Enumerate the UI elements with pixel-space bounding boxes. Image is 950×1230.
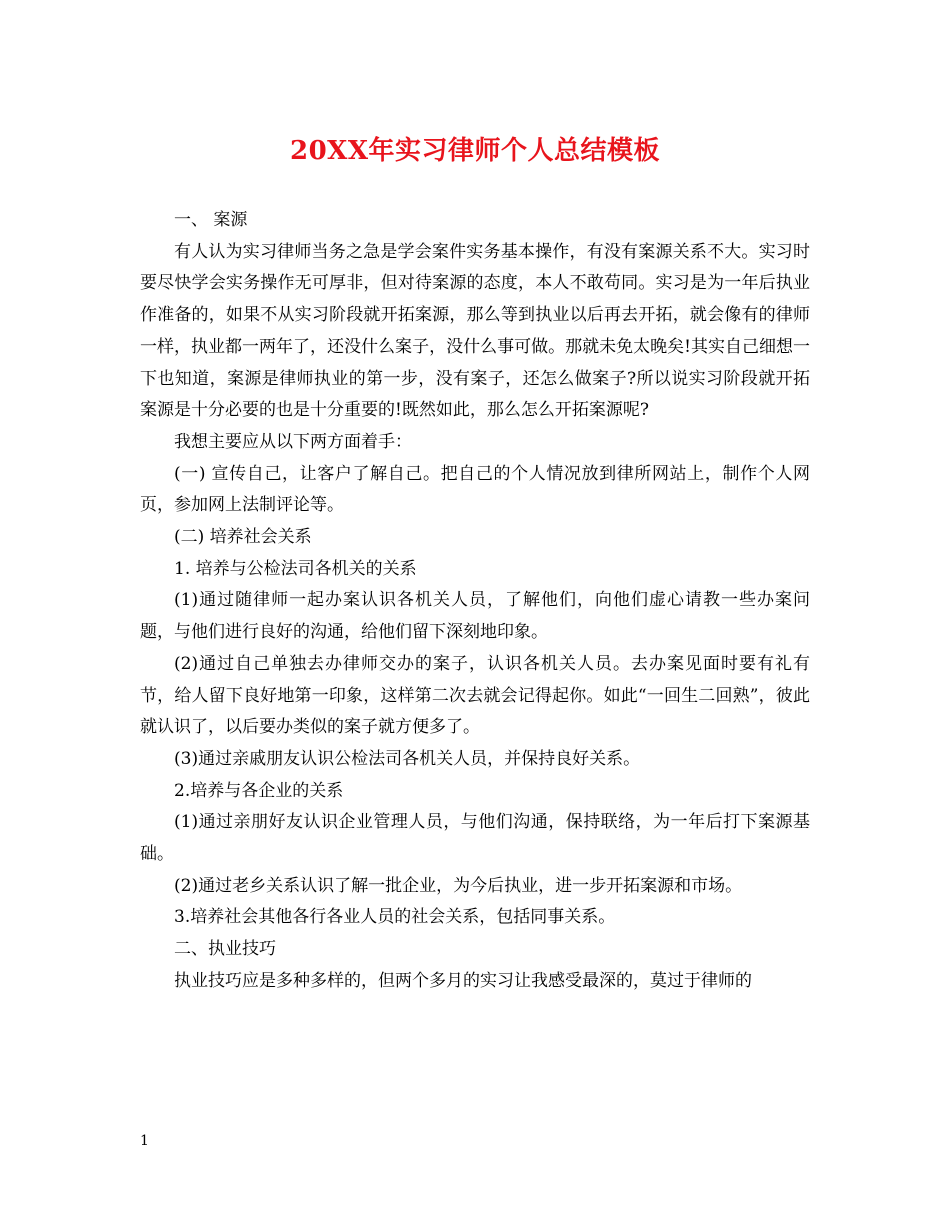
- paragraph: (一) 宣传自己，让客户了解自己。把自己的个人情况放到律所网站上，制作个人网页，参加网上法制评论等。: [140, 463, 810, 516]
- paragraph: 我想主要应从以下两方面着手：: [174, 431, 412, 452]
- paragraph: (2)通过老乡关系认识了解一批企业，为今后执业，进一步开拓案源和市场。: [174, 875, 743, 896]
- document-body: [140, 205, 810, 998]
- paragraph-heading-practice-skills: 二、执业技巧: [174, 939, 276, 960]
- paragraph: (3)通过亲戚朋友认识公检法司各机关人员，并保持良好关系。: [174, 748, 641, 769]
- paragraph: (1)通过亲朋好友认识企业管理人员，与他们沟通，保持联络，为一年后打下案源基础。: [140, 812, 810, 865]
- paragraph: (2)通过自己单独去办律师交办的案子，认识各机关人员。去办案见面时要有礼有节，给人留下良好地第一印象，这样第二次去就会记得起你。如此“一回生二回熟”，彼此就认识了，以后要办类似的案子就方便多了。: [140, 653, 810, 738]
- paragraph: (二) 培养社会关系: [174, 527, 312, 548]
- paragraph: (1)通过随律师一起办案认识各机关人员，了解他们，向他们虚心请教一些办案问题，与他们进行良好的沟通，给他们留下深刻地印象。: [140, 590, 810, 643]
- paragraph: 执业技巧应是多种多样的，但两个多月的实习让我感受最深的，莫过于律师的: [174, 970, 752, 991]
- document-title: 20XX年实习律师个人总结模板: [289, 136, 661, 166]
- paragraph: 2.培养与各企业的关系: [174, 780, 344, 801]
- paragraph: 3.培养社会其他各行各业人员的社会关系，包括同事关系。: [174, 907, 616, 928]
- page-number: 1: [140, 1133, 149, 1149]
- paragraph-heading-case-source: 一、 案源: [174, 210, 248, 230]
- paragraph: 有人认为实习律师当务之急是学会案件实务基本操作，有没有案源关系不大。实习时要尽快学会实务操作无可厚非，但对待案源的态度，本人不敢苟同。实习是为一年后执业作准备的，如果不从实习阶段就开拓案源，那么等到执业以后再去开拓，就会像有的律师一样，执业都一两年了，还没什么案子，没什么事可做。那就未免太晚矣!其实自己细想一下也知道，案源是律师执业的第一步，没有案子，还怎么做案子?所以说实习阶段就开拓案源是十分必要的也是十分重要的!既然如此，那么怎么开拓案源呢?: [140, 241, 810, 421]
- paragraph: 1. 培养与公检法司各机关的关系: [174, 558, 417, 579]
